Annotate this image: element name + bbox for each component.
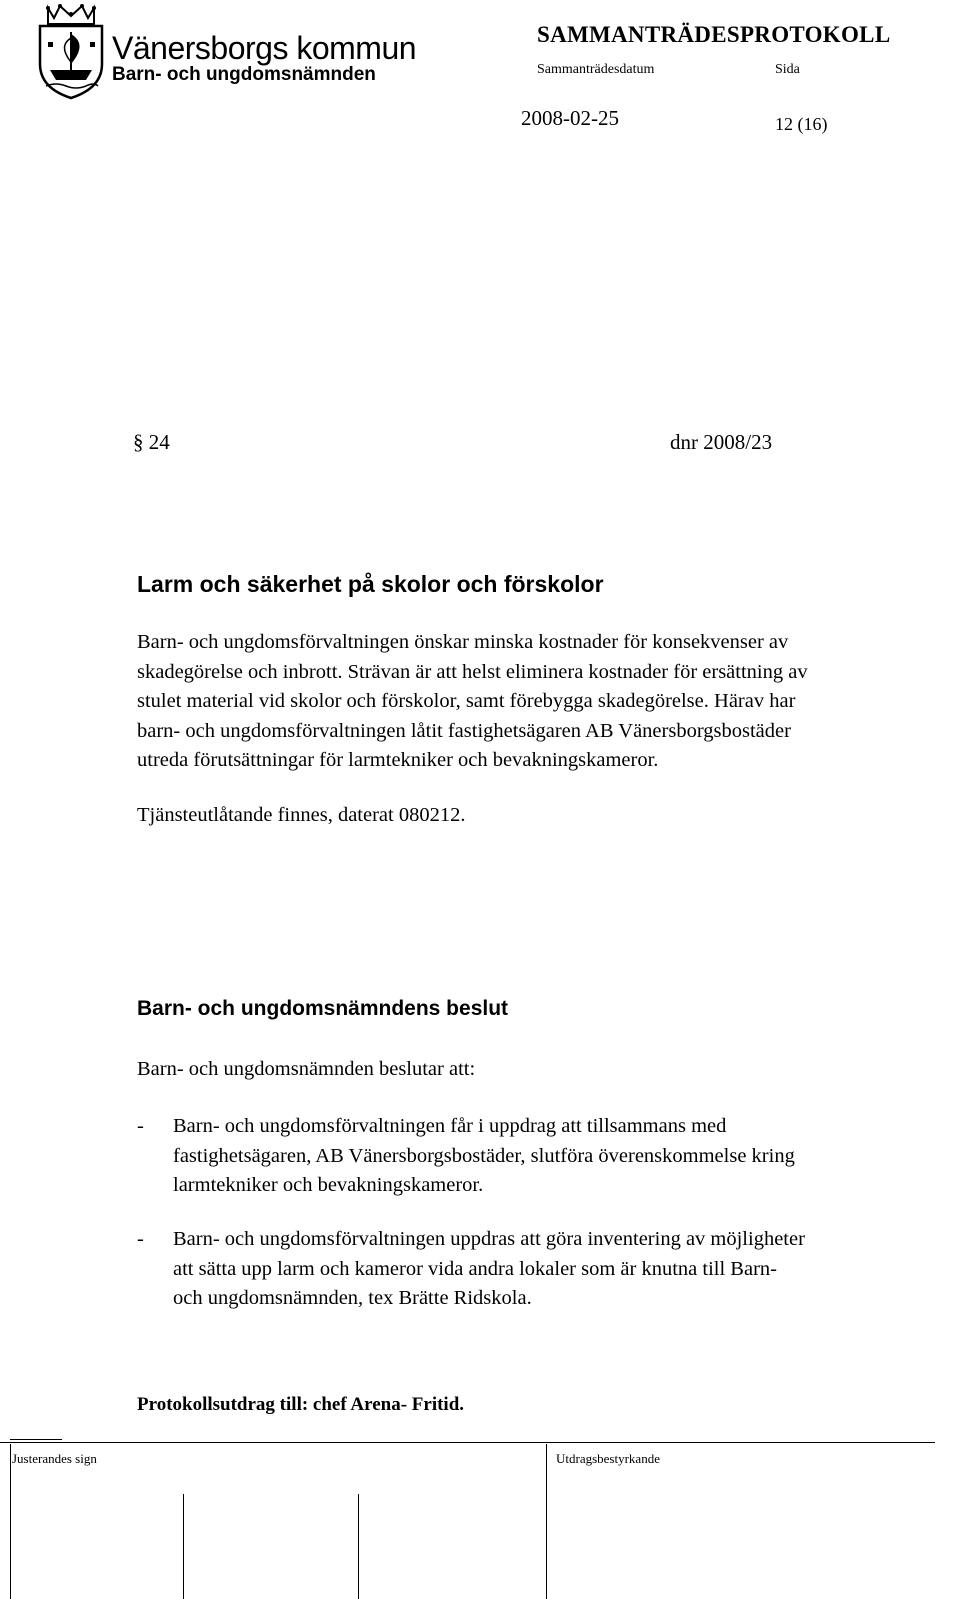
paragraph-line: utreda förutsättningar för larmtekniker och bevakningskameror. xyxy=(137,749,659,771)
board-name: Barn- och ungdomsnämnden xyxy=(112,64,376,85)
registration-number: dnr 2008/23 xyxy=(670,430,773,454)
organization-name: Vänersborgs kommun xyxy=(112,30,417,66)
decision-item-line: och ungdomsnämnden, tex Brätte Ridskola. xyxy=(173,1287,532,1309)
decision-heading: Barn- och ungdomsnämndens beslut xyxy=(137,997,509,1020)
list-dash: - xyxy=(137,1115,144,1137)
distribution-note: Protokollsutdrag till: chef Arena- Fritid. xyxy=(137,1394,465,1415)
paragraph-line: stulet material vid skolor och förskolor, samt förebygga skadegörelse. Härav har xyxy=(137,690,796,712)
paragraph-line: Barn- och ungdomsförvaltningen önskar minska kostnader för konsekvenser av xyxy=(137,631,789,653)
municipal-coat-of-arms-logo xyxy=(36,2,106,100)
document-type: SAMMANTRÄDESPROTOKOLL xyxy=(537,22,891,47)
decision-item-line: att sätta upp larm och kameror vida andra lokaler som är knutna till Barn- xyxy=(173,1257,777,1280)
paragraph-number: § 24 xyxy=(133,430,170,454)
reference-paragraph: Tjänsteutlåtande finnes, daterat 080212. xyxy=(137,804,466,826)
page-label: Sida xyxy=(775,62,800,77)
meeting-date-label: Sammanträdesdatum xyxy=(537,62,655,77)
section-title: Larm och säkerhet på skolor och förskolor xyxy=(137,571,604,597)
paragraph-line: skadegörelse och inbrott. Strävan är att helst eliminera kostnader för ersättning av xyxy=(137,660,808,683)
decision-item-line: Barn- och ungdomsförvaltningen uppdras att göra inventering av möjligheter xyxy=(173,1228,805,1250)
adjuster-signature-label: Justerandes sign xyxy=(12,1451,97,1466)
meeting-date-value: 2008-02-25 xyxy=(521,106,619,130)
background-paragraph xyxy=(137,628,927,776)
extract-certification-label: Utdragsbestyrkande xyxy=(556,1451,660,1466)
decision-intro: Barn- och ungdomsnämnden beslutar att: xyxy=(137,1058,476,1080)
paragraph-line: barn- och ungdomsförvaltningen låtit fastighetsägaren AB Vänersborgsbostäder xyxy=(137,719,791,742)
signature-column-divider xyxy=(183,1494,184,1599)
footer-top-rule xyxy=(0,1442,935,1443)
footer-short-rule xyxy=(10,1439,62,1440)
signature-column-divider xyxy=(546,1444,547,1599)
signature-column-divider xyxy=(10,1444,11,1599)
list-dash: - xyxy=(137,1228,144,1250)
decision-item-line: Barn- och ungdomsförvaltningen får i uppdrag att tillsammans med xyxy=(173,1115,727,1137)
decision-item-line: larmtekniker och bevakningskameror. xyxy=(173,1174,484,1196)
page-number: 12 (16) xyxy=(775,114,828,134)
decision-item-line: fastighetsägaren, AB Vänersborgsbostäder, slutföra överenskommelse kring xyxy=(173,1144,795,1167)
signature-column-divider xyxy=(358,1494,359,1599)
